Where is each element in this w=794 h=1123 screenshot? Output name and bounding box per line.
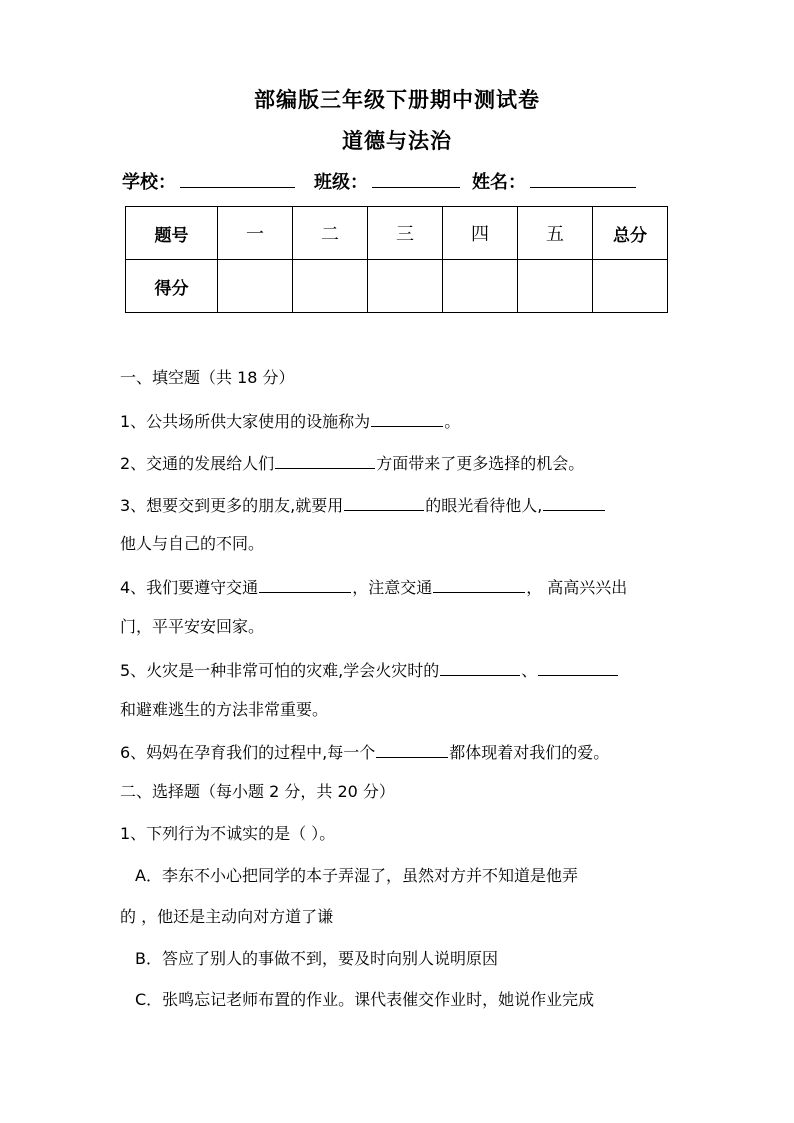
question-1	[120, 410, 460, 432]
question-4-cont: 门，平平安安回家。	[120, 617, 265, 636]
answer-blank[interactable]	[538, 659, 618, 676]
question-5	[120, 659, 619, 681]
score-input-cell[interactable]	[293, 260, 368, 313]
answer-blank[interactable]	[371, 410, 443, 427]
section2-heading: 二、选择题（每小题 2 分，共 20 分）	[120, 782, 395, 801]
question-5-cont: 和避难逃生的方法非常重要。	[120, 700, 329, 719]
score-table-header-row	[126, 207, 668, 260]
option-b[interactable]: B．答应了别人的事做不到，要及时向别人说明原因	[135, 949, 498, 968]
question-text: 的眼光看待他人,	[425, 496, 543, 515]
score-input-cell[interactable]	[443, 260, 518, 313]
question-text: 、	[521, 661, 538, 680]
option-a[interactable]: A．李东不小心把同学的本子弄湿了，虽然对方并不知道是他弄	[135, 866, 578, 885]
question-3-cont: 他人与自己的不同。	[120, 534, 265, 553]
name-label: 姓名：	[472, 172, 526, 193]
score-table-cell: 总分	[593, 207, 668, 260]
question-4	[120, 576, 627, 598]
question-2	[120, 452, 584, 474]
score-table-score-row	[126, 260, 668, 313]
score-table-cell: 一	[218, 207, 293, 260]
answer-blank[interactable]	[433, 576, 525, 593]
class-label: 班级：	[314, 172, 368, 193]
question-text: ，注意交通	[352, 578, 433, 597]
exam-title: 部编版三年级下册期中测试卷	[254, 87, 540, 112]
score-label-cell: 得分	[126, 260, 218, 313]
score-table-cell: 二	[293, 207, 368, 260]
answer-blank[interactable]	[275, 452, 375, 469]
score-input-cell[interactable]	[518, 260, 593, 313]
school-label: 学校：	[122, 172, 176, 193]
score-input-cell[interactable]	[218, 260, 293, 313]
answer-blank[interactable]	[543, 494, 605, 511]
question-text: 方面带来了更多选择的机会。	[376, 454, 585, 473]
question-text: 6、妈妈在孕育我们的过程中,每一个	[120, 743, 376, 762]
question-6	[120, 741, 609, 763]
answer-blank[interactable]	[344, 494, 424, 511]
name-field	[472, 168, 636, 194]
score-table-cell: 五	[518, 207, 593, 260]
name-blank	[530, 169, 636, 188]
answer-blank[interactable]	[259, 576, 351, 593]
score-table	[125, 206, 668, 313]
school-field	[122, 168, 295, 194]
mc-question-1: 1、下列行为不诚实的是（ ）。	[120, 824, 336, 843]
question-text: 5、火灾是一种非常可怕的灾难,学会火灾时的	[120, 661, 440, 680]
question-text: 4、我们要遵守交通	[120, 578, 259, 597]
student-info-row	[122, 168, 682, 198]
question-text: ， 高高兴兴出	[526, 578, 628, 597]
question-text: 。	[444, 412, 461, 431]
class-field	[314, 168, 460, 194]
score-table-cell: 三	[368, 207, 443, 260]
answer-blank[interactable]	[376, 741, 448, 758]
score-input-cell[interactable]	[368, 260, 443, 313]
class-blank	[372, 169, 460, 188]
score-table-cell: 题号	[126, 207, 218, 260]
question-3	[120, 494, 606, 516]
subject-title: 道德与法治	[342, 128, 452, 153]
question-text: 都体现着对我们的爱。	[449, 743, 610, 762]
question-text: 2、交通的发展给人们	[120, 454, 275, 473]
question-text: 3、想要交到更多的朋友,就要用	[120, 496, 344, 515]
question-text: 1、公共场所供大家使用的设施称为	[120, 412, 371, 431]
score-input-cell[interactable]	[593, 260, 668, 313]
answer-blank[interactable]	[440, 659, 520, 676]
section1-heading: 一、填空题（共 18 分）	[120, 368, 295, 387]
school-blank	[180, 169, 295, 188]
option-a-cont: 的 ，他还是主动向对方道了谦	[120, 907, 334, 926]
option-c[interactable]: C．张鸣忘记老师布置的作业。课代表催交作业时，她说作业完成	[135, 990, 595, 1009]
score-table-cell: 四	[443, 207, 518, 260]
